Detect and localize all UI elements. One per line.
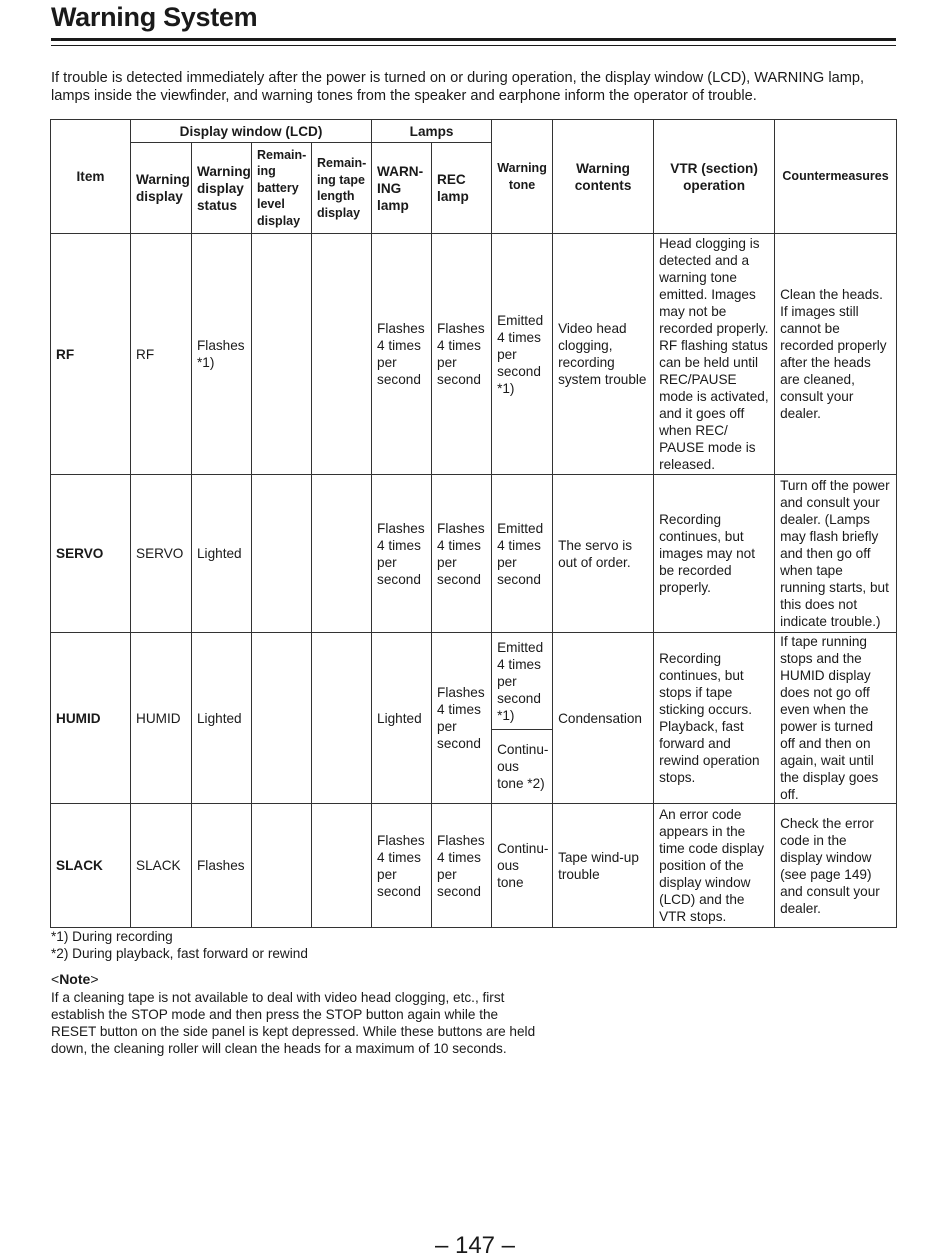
cell-battery (252, 475, 312, 633)
cell-warning-display: SERVO (131, 475, 192, 633)
title-rule-thick (51, 38, 896, 41)
cell-warning-lamp: Flashes 4 times per second (372, 804, 432, 928)
table-row-rf (51, 234, 897, 475)
cell-countermeasures: If tape running stops and the HUMID display does not go off even when the power is turned off and then on again, wait until the display goes off. (775, 633, 897, 804)
cell-warning-display: SLACK (131, 804, 192, 928)
footnotes (51, 928, 308, 962)
cell-vtr-operation: Recording continues, but stops if tape sticking occurs. Playback, fast forward and rewind operation stops. (654, 633, 775, 804)
cell-tone: Emitted 4 times per second (492, 475, 553, 633)
cell-status: Flashes *1) (192, 234, 252, 475)
cell-vtr-operation: Head clogging is detected and a warning tone emitted. Images may not be recorded properly. RF flashing status can be held until REC/PAUSE mode is activated, and it goes off when REC/ PAUSE mode is released. (654, 234, 775, 475)
cell-countermeasures: Turn off the power and consult your dealer. (Lamps may flash briefly and then go off when tape running starts, but this does not indicate trouble.) (775, 475, 897, 633)
header-display-window: Display window (LCD) (131, 120, 372, 143)
cell-contents: The servo is out of order. (553, 475, 654, 633)
page-title: Warning System (51, 2, 258, 32)
table-row-servo (51, 475, 897, 633)
cell-item: SLACK (51, 804, 131, 928)
cell-item: SERVO (51, 475, 131, 633)
cell-warning-lamp: Lighted (372, 633, 432, 804)
cell-item: HUMID (51, 633, 131, 804)
cell-tone-continuous: Continu-ous tone *2) (492, 730, 553, 804)
cell-warning-lamp: Flashes 4 times per second (372, 475, 432, 633)
note-bracket-open: < (51, 971, 60, 987)
cell-status: Lighted (192, 633, 252, 804)
header-tape-length: Remain-ing tape length display (312, 143, 372, 234)
footnote-1: *1) During recording (51, 929, 173, 944)
cell-rec-lamp: Flashes 4 times per second (432, 633, 492, 804)
cell-tone: Emitted 4 times per second *1) (492, 234, 553, 475)
header-warning-contents: Warning contents (553, 120, 654, 234)
cell-contents: Video head clogging, recording system trouble (553, 234, 654, 475)
table-row-slack (51, 804, 897, 928)
cell-contents: Condensation (553, 633, 654, 804)
cell-warning-display: HUMID (131, 633, 192, 804)
cell-rec-lamp: Flashes 4 times per second (432, 475, 492, 633)
cell-tone: Emitted 4 times per second *1) (492, 633, 553, 730)
cell-warning-display: RF (131, 234, 192, 475)
cell-tape (312, 234, 372, 475)
cell-rec-lamp: Flashes 4 times per second (432, 234, 492, 475)
cell-tape (312, 633, 372, 804)
cell-tape (312, 804, 372, 928)
header-lamps: Lamps (372, 120, 492, 143)
header-warning-display: Warning display (131, 143, 192, 234)
cell-tape (312, 475, 372, 633)
cell-vtr-operation: Recording continues, but images may not be recorded properly. (654, 475, 775, 633)
cell-rec-lamp: Flashes 4 times per second (432, 804, 492, 928)
page-number: – 147 – (434, 1232, 516, 1259)
intro-paragraph: If trouble is detected immediately after the power is turned on or during operation, the display window (LCD), WARNING lamp, lamps inside the viewfinder, and warning tones from the speaker and earphone inform the operator of trouble. (51, 70, 865, 104)
header-rec-lamp: REC lamp (432, 143, 492, 234)
cell-battery (252, 633, 312, 804)
note-heading (51, 971, 99, 987)
cell-vtr-operation: An error code appears in the time code display position of the display window (LCD) and the VTR stops. (654, 804, 775, 928)
cell-status: Lighted (192, 475, 252, 633)
cell-battery (252, 804, 312, 928)
title-rule-thin (51, 45, 896, 46)
note-label: Note (59, 971, 91, 987)
header-countermeasures: Countermeasures (775, 120, 897, 234)
table-row-humid (51, 633, 897, 730)
cell-item: RF (51, 234, 131, 475)
header-battery-level: Remain-ing battery level display (252, 143, 312, 234)
cell-status: Flashes (192, 804, 252, 928)
cell-countermeasures: Check the error code in the display window (see page 149) and consult your dealer. (775, 804, 897, 928)
cell-countermeasures: Clean the heads. If images still cannot be recorded properly after the heads are cleaned, consult your dealer. (775, 234, 897, 475)
note-bracket-close: > (90, 971, 99, 987)
note-text: If a cleaning tape is not available to deal with video head clogging, etc., first establish the STOP mode and then press the STOP button again while the RESET button on the side panel is kept depressed. While these buttons are held down, the cleaning roller will clean the heads for a maximum of 10 seconds. (51, 990, 536, 1056)
cell-battery (252, 234, 312, 475)
cell-contents: Tape wind-up trouble (553, 804, 654, 928)
footnote-2: *2) During playback, fast forward or rewind (51, 946, 308, 961)
header-warning-display-status: Warning display status (192, 143, 252, 234)
header-vtr-operation: VTR (section) operation (654, 120, 775, 234)
warning-table (50, 119, 897, 928)
header-item: Item (51, 120, 131, 234)
cell-tone: Continu-ous tone (492, 804, 553, 928)
cell-warning-lamp: Flashes 4 times per second (372, 234, 432, 475)
header-warning-lamp: WARN-ING lamp (372, 143, 432, 234)
header-warning-tone: Warning tone (492, 120, 553, 234)
